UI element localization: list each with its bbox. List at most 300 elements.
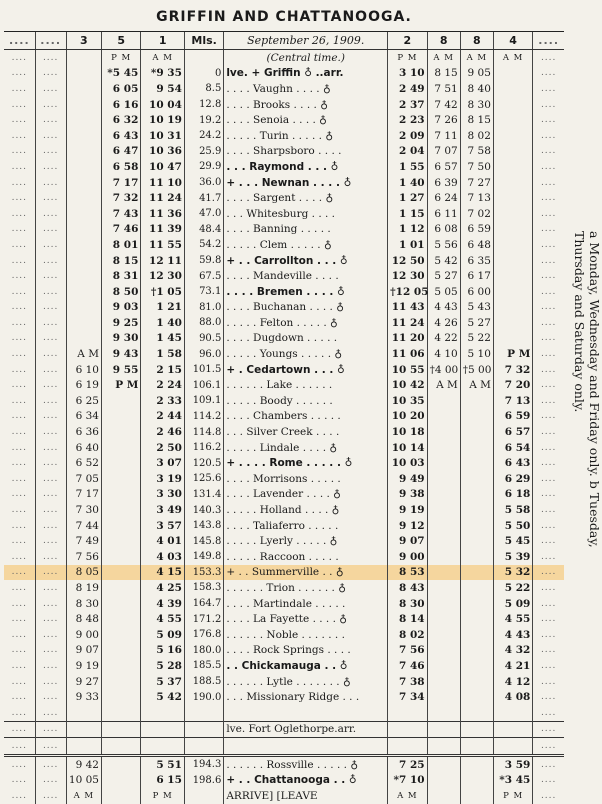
row-dots: .... [11,99,28,110]
station-name [224,222,388,238]
station-name [224,66,388,82]
train-8a-time [427,755,460,772]
miles-value: 101.5 [184,362,223,378]
train-5-time: 9 43 [101,346,140,362]
station-label: . . . . . Boody . . . . . . [226,394,333,407]
train-4-time: 6 43 [493,455,532,471]
station-label: . . . . Senoia . . . . ♁ [226,114,327,127]
train-4-time: 4 08 [493,689,532,705]
train-2-time: 10 42 [388,377,427,393]
train-5-time [101,674,140,690]
miles-value: 109.1 [184,393,223,409]
train-1-time: 4 03 [141,549,185,565]
train-8b-time [460,755,493,772]
timetable-row [4,721,564,738]
train-1-time: 10 04 [141,97,185,113]
timetable-row [4,487,564,503]
miles-value: 59.8 [184,253,223,269]
row-dots: .... [35,300,66,316]
station-label: . . . . Sargent . . . . ♁ [226,192,334,205]
train-1-time: 12 11 [141,253,185,269]
station-label: . . . . Morrisons . . . . . [226,472,341,485]
train-8a-time [427,487,460,503]
train-8a-time [427,409,460,425]
row-dots: .... [11,115,28,126]
row-dots: .... [533,331,564,347]
train-1-time: 11 39 [141,222,185,238]
train-3-time: 6 36 [66,424,101,440]
station-label: . . . . . . Rossville . . . . . ♁ [226,758,358,771]
row-dots: .... [11,505,28,516]
timetable-row [4,112,564,128]
row-dots: .... [11,458,28,469]
station-label: . . . . . . Noble . . . . . . . [226,628,345,641]
miles-value: 153.3 [184,565,223,581]
station-name [224,253,388,269]
train-8a-time [427,643,460,659]
train-8a-time [427,549,460,565]
train-4-time [493,144,532,160]
station-name [224,738,388,756]
miles-value: 106.1 [184,377,223,393]
row-dots: .... [35,97,66,113]
train-1-time: 3 57 [141,518,185,534]
train-4-time [493,237,532,253]
train-2-time [388,705,427,721]
train-8a-time [427,471,460,487]
train-8a-time: 8 15 [427,66,460,82]
train-8b-time: 8 15 [460,112,493,128]
train-1-time: 6 15 [141,772,185,788]
train-4-time: 7 13 [493,393,532,409]
train-1-time [141,738,185,756]
row-dots: .... [35,674,66,690]
train-1-time: 5 09 [141,627,185,643]
train-8b-time [460,409,493,425]
train-2-time: 2 37 [388,97,427,113]
train-8a-time [427,580,460,596]
train-8b-time: 9 05 [460,66,493,82]
train-1-time: 1 21 [141,300,185,316]
train-2-time: 1 01 [388,237,427,253]
train-2-time: 1 12 [388,222,427,238]
train-3-time: 9 07 [66,643,101,659]
train-3-time [66,721,101,738]
train-2-time: †12 05 [388,284,427,300]
timetable-row [4,674,564,690]
row-dots: .... [11,130,28,141]
train-8b-time [460,518,493,534]
train-2-time: 10 20 [388,409,427,425]
row-dots: .... [11,645,28,656]
train-8b-time [460,471,493,487]
train-5-time [101,627,140,643]
train-2-time: 8 02 [388,627,427,643]
train-4-time: 4 32 [493,643,532,659]
row-dots: .... [11,598,28,609]
station-label: . . . . . Clem . . . . . ♁ [226,238,332,251]
row-dots: .... [533,315,564,331]
station-name [224,549,388,565]
row-dots: .... [533,159,564,175]
row-dots: .... [533,533,564,549]
train-8a-time: 4 43 [427,300,460,316]
station-name [224,705,388,721]
train-2-time: 2 23 [388,112,427,128]
timetable-row [4,222,564,238]
station-name [224,721,388,738]
train-2-time: 8 30 [388,596,427,612]
station-label: . . . . . . Lytle . . . . . . . ♁ [226,675,351,688]
train-8b-time: 5 10 [460,346,493,362]
station-name [224,237,388,253]
train-3-time [66,237,101,253]
train-8a-time [427,721,460,738]
station-name [224,518,388,534]
station-label: + . . Carrollton . . . ♁ [226,254,348,267]
row-dots: .... [11,692,28,703]
train-2-time: 9 49 [388,471,427,487]
train-5-time: 6 58 [101,159,140,175]
station-name [224,611,388,627]
station-label: . . . . . Lindale . . . . ♁ [226,441,338,454]
miles-value: 114.8 [184,424,223,440]
row-dots: .... [533,518,564,534]
train-1-time: 12 30 [141,268,185,284]
train-8b-time: 7 13 [460,190,493,206]
train-4-time [493,331,532,347]
train-2-time: 8 43 [388,580,427,596]
row-dots: .... [533,455,564,471]
train-2-time: 8 53 [388,565,427,581]
station-label: + . . Summerville . . ♁ [226,566,344,579]
train-3-time [66,222,101,238]
train-2-time: 7 46 [388,658,427,674]
row-dots: .... [35,112,66,128]
train-4-time: 6 54 [493,440,532,456]
row-dots: .... [35,565,66,581]
train-2-time: 9 38 [388,487,427,503]
train-5-time [101,409,140,425]
row-dots: .... [11,364,28,375]
miles-value: 116.2 [184,440,223,456]
train-2-time: 7 25 [388,755,427,772]
header-row [4,32,564,50]
row-dots: .... [35,346,66,362]
row-dots: .... [35,159,66,175]
train-3-time: 7 30 [66,502,101,518]
row-dots: .... [11,380,28,391]
train-1-time: 2 50 [141,440,185,456]
station-name [224,580,388,596]
station-name [224,502,388,518]
station-label: . . . . Chambers . . . . . [226,410,341,423]
train-5-time [101,487,140,503]
station-label: . . . . Bremen . . . . ♁ [226,285,345,298]
station-name [224,190,388,206]
timetable-row [4,175,564,191]
row-dots: .... [35,611,66,627]
train-1-time [141,705,185,721]
row-dots: .... [11,614,28,625]
train-8a-time [427,788,460,804]
train-5-time [101,393,140,409]
header-train-2: 2 [388,32,427,50]
timetable-row [4,705,564,721]
train-8a-time [427,502,460,518]
station-label: . . . . Dugdown . . . . . [226,332,338,345]
station-name [224,788,388,804]
train-4-time: 4 12 [493,674,532,690]
train-3-time [66,190,101,206]
miles-value: 131.4 [184,487,223,503]
train-1-time: 2 46 [141,424,185,440]
miles-value: 73.1 [184,284,223,300]
train-5-time: 7 17 [101,175,140,191]
train-1-time: 1 45 [141,331,185,347]
row-dots: .... [11,411,28,422]
train-5-time: 6 05 [101,81,140,97]
timetable-row [4,206,564,222]
train-5-time [101,455,140,471]
train-3-time: A M [66,788,101,804]
header-train-8a: 8 [427,32,460,50]
station-name [224,643,388,659]
train-8b-time [460,674,493,690]
train-8b-time [460,487,493,503]
footnote-side [566,231,602,561]
station-label: . . . . Taliaferro . . . . . [226,519,339,532]
miles-value: 8.5 [184,81,223,97]
timetable-row [4,409,564,425]
timetable-row [4,611,564,627]
train-2-time: 11 24 [388,315,427,331]
train-4-time [493,175,532,191]
row-dots: .... [35,393,66,409]
station-name [224,471,388,487]
train-5-time: 9 03 [101,300,140,316]
train-3-time: 9 00 [66,627,101,643]
row-dots: .... [533,689,564,705]
miles-value: 194.3 [184,755,223,772]
row-dots: .... [35,409,66,425]
train-4-time [493,112,532,128]
row-dots: .... [35,580,66,596]
row-dots: .... [35,487,66,503]
miles-value: 47.0 [184,206,223,222]
train-5-time: 6 43 [101,128,140,144]
train-1-time: 2 44 [141,409,185,425]
train-8a-time [427,627,460,643]
train-1-time: 2 24 [141,377,185,393]
timetable-row [4,471,564,487]
row-dots: .... [533,253,564,269]
train-1-time: 3 07 [141,455,185,471]
train-8b-time: A M [460,50,493,66]
station-label: lve. + Griffin ♁ ..arr. [226,67,344,80]
train-8a-time [427,658,460,674]
row-dots: .... [533,346,564,362]
train-8b-time [460,643,493,659]
miles-value [184,738,223,756]
station-label: . . . . . Lyerly . . . . . ♁ [226,535,338,548]
train-8a-time: 4 26 [427,315,460,331]
row-dots: .... [11,473,28,484]
train-8a-time: 6 11 [427,206,460,222]
row-dots: .... [35,81,66,97]
train-8a-time: 5 05 [427,284,460,300]
timetable-row [4,643,564,659]
station-name [224,362,388,378]
train-4-time: 6 57 [493,424,532,440]
station-name [224,565,388,581]
row-dots: .... [533,409,564,425]
train-8b-time: 8 30 [460,97,493,113]
station-label: . . . . . Raccoon . . . . . [226,550,339,563]
miles-value: 143.8 [184,518,223,534]
row-dots: .... [35,206,66,222]
train-8b-time: A M [460,377,493,393]
timetable-row [4,755,564,772]
train-8a-time: 7 11 [427,128,460,144]
station-name [224,97,388,113]
row-dots: .... [533,128,564,144]
row-dots: .... [35,721,66,738]
train-8b-time [460,705,493,721]
train-2-time: 9 19 [388,502,427,518]
row-dots: .... [533,66,564,82]
train-4-time [493,66,532,82]
row-dots: .... [35,315,66,331]
station-label: . . . . . . Lake . . . . . . [226,379,333,392]
train-2-time: P M [388,50,427,66]
station-label: (Central time.) [266,51,345,64]
train-8b-time [460,596,493,612]
train-8b-time: 6 59 [460,222,493,238]
row-dots: .... [533,611,564,627]
train-1-time: †1 05 [141,284,185,300]
row-dots: .... [533,565,564,581]
train-8b-time [460,772,493,788]
train-3-time: 7 49 [66,533,101,549]
train-3-time [66,268,101,284]
train-3-time [66,159,101,175]
train-3-time: 6 52 [66,455,101,471]
row-dots: .... [35,705,66,721]
train-5-time [101,565,140,581]
train-2-time: 1 15 [388,206,427,222]
timetable-row [4,518,564,534]
train-8a-time [427,596,460,612]
row-dots: .... [11,224,28,235]
train-8b-time: 5 27 [460,315,493,331]
row-dots: .... [35,689,66,705]
timetable-row [4,596,564,612]
miles-value: 90.5 [184,331,223,347]
row-dots: .... [533,206,564,222]
train-4-time: 3 59 [493,755,532,772]
train-2-time: 7 56 [388,643,427,659]
train-5-time [101,596,140,612]
miles-value: 180.0 [184,643,223,659]
row-dots: .... [35,627,66,643]
train-3-time [66,144,101,160]
miles-value: 12.8 [184,97,223,113]
train-3-time [66,738,101,756]
train-3-time: 8 30 [66,596,101,612]
station-name [224,128,388,144]
timetable-row [4,377,564,393]
train-2-time: A M [388,788,427,804]
timetable-row [4,346,564,362]
train-4-time [493,721,532,738]
header-miles: Mls. [184,32,223,50]
row-dots: .... [533,112,564,128]
train-2-time: 3 10 [388,66,427,82]
train-8b-time [460,502,493,518]
row-dots: .... [35,253,66,269]
row-dots: .... [11,177,28,188]
miles-value: 188.5 [184,674,223,690]
train-2-time: 9 07 [388,533,427,549]
row-dots: .... [533,237,564,253]
station-label: + . . . Newnan . . . . ♁ [226,176,352,189]
station-name [224,159,388,175]
station-name [224,440,388,456]
station-label: + . . Chattanooga . . ♁ [226,774,357,787]
row-dots: .... [11,629,28,640]
row-dots: .... [35,596,66,612]
train-3-time: 10 05 [66,772,101,788]
train-8b-time [460,549,493,565]
station-name [224,300,388,316]
row-dots: .... [11,68,28,79]
train-8a-time: 6 57 [427,159,460,175]
train-1-time: 10 36 [141,144,185,160]
timetable-row [4,50,564,66]
row-dots: .... [35,772,66,788]
timetable-row [4,315,564,331]
miles-value: 125.6 [184,471,223,487]
train-4-time: 5 39 [493,549,532,565]
train-3-time: 7 56 [66,549,101,565]
header-dots: .... [4,32,35,50]
miles-value: 140.3 [184,502,223,518]
station-name [224,455,388,471]
train-1-time: 11 55 [141,237,185,253]
train-4-time: 4 55 [493,611,532,627]
header-dots: .... [35,32,66,50]
train-8b-time: 5 43 [460,300,493,316]
row-dots: .... [533,643,564,659]
row-dots: .... [533,596,564,612]
row-dots: .... [533,222,564,238]
station-label: . . . Silver Creek . . . . [226,426,340,439]
row-dots: .... [35,643,66,659]
station-name [224,284,388,300]
timetable-row [4,455,564,471]
timetable-row [4,772,564,788]
miles-value: 24.2 [184,128,223,144]
train-5-time [101,658,140,674]
train-8a-time: 5 27 [427,268,460,284]
train-1-time: 10 19 [141,112,185,128]
row-dots: .... [533,81,564,97]
row-dots: .... [35,377,66,393]
station-label: + . Cedartown . . . ♁ [226,363,345,376]
timetable-row [4,424,564,440]
row-dots: .... [11,193,28,204]
